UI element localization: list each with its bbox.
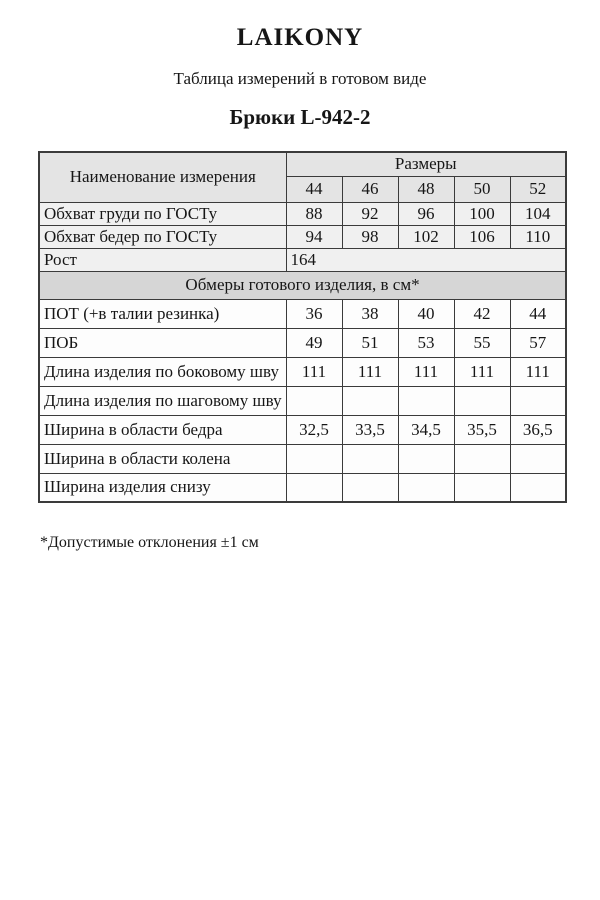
row-value: 111 [286,357,342,386]
row-value [286,473,342,502]
row-value: 57 [510,328,566,357]
row-value: 106 [454,225,510,248]
row-value [510,444,566,473]
table-row [39,415,566,444]
measurement-table [38,151,567,503]
row-value [454,386,510,415]
section-header-row [39,271,566,299]
size-column-46: 46 [342,176,398,202]
row-label: Обхват груди по ГОСТу [39,202,286,225]
table-row [39,328,566,357]
row-value [454,444,510,473]
table-row [39,248,566,271]
table-row [39,357,566,386]
table-body [39,202,566,502]
table-row [39,444,566,473]
row-value: 102 [398,225,454,248]
document-subtitle: Таблица измерений в готовом виде [173,69,427,88]
row-label: Ширина в области колена [39,444,286,473]
row-value: 55 [454,328,510,357]
row-merged-value: 164 [286,248,566,271]
row-value: 98 [342,225,398,248]
row-value [342,386,398,415]
row-value [398,444,454,473]
brand-title: LAIKONY [236,24,364,51]
row-label: Обхват бедер по ГОСТу [39,225,286,248]
row-value: 35,5 [454,415,510,444]
row-label: ПОТ (+в талии резинка) [39,299,286,328]
row-value: 111 [454,357,510,386]
size-column-52: 52 [510,176,566,202]
row-value: 34,5 [398,415,454,444]
row-value: 94 [286,225,342,248]
row-value [398,386,454,415]
row-value: 92 [342,202,398,225]
row-value: 110 [510,225,566,248]
row-value: 111 [510,357,566,386]
row-label: Длина изделия по боковому шву [39,357,286,386]
table-row [39,202,566,225]
row-value: 104 [510,202,566,225]
row-value: 36 [286,299,342,328]
size-column-44: 44 [286,176,342,202]
row-value [286,386,342,415]
section-header-label: Обмеры готового изделия, в см* [39,271,566,299]
row-value: 111 [342,357,398,386]
row-label: Длина изделия по шаговому шву [39,386,286,415]
table-row [39,225,566,248]
row-value [510,386,566,415]
row-value: 96 [398,202,454,225]
row-value: 100 [454,202,510,225]
column-header-sizes: Размеры [286,152,566,176]
row-value [342,473,398,502]
row-label: Ширина в области бедра [39,415,286,444]
row-value: 111 [398,357,454,386]
table-row [39,473,566,502]
size-column-48: 48 [398,176,454,202]
table-row [39,386,566,415]
row-value [342,444,398,473]
row-value: 49 [286,328,342,357]
row-label: ПОБ [39,328,286,357]
tolerance-footnote: *Допустимые отклонения ±1 см [40,534,259,551]
row-value: 33,5 [342,415,398,444]
row-value: 44 [510,299,566,328]
row-label: Ширина изделия снизу [39,473,286,502]
row-value [510,473,566,502]
row-value [454,473,510,502]
row-value: 36,5 [510,415,566,444]
row-value: 53 [398,328,454,357]
table-row [39,299,566,328]
table-header-row-sizes [39,152,566,176]
row-value: 51 [342,328,398,357]
row-value [398,473,454,502]
row-value [286,444,342,473]
size-column-50: 50 [454,176,510,202]
row-value: 32,5 [286,415,342,444]
row-value: 40 [398,299,454,328]
column-header-measurement-name: Наименование измерения [39,152,286,202]
product-title: Брюки L-942-2 [229,105,371,129]
row-label: Рост [39,248,286,271]
row-value: 42 [454,299,510,328]
row-value: 88 [286,202,342,225]
row-value: 38 [342,299,398,328]
